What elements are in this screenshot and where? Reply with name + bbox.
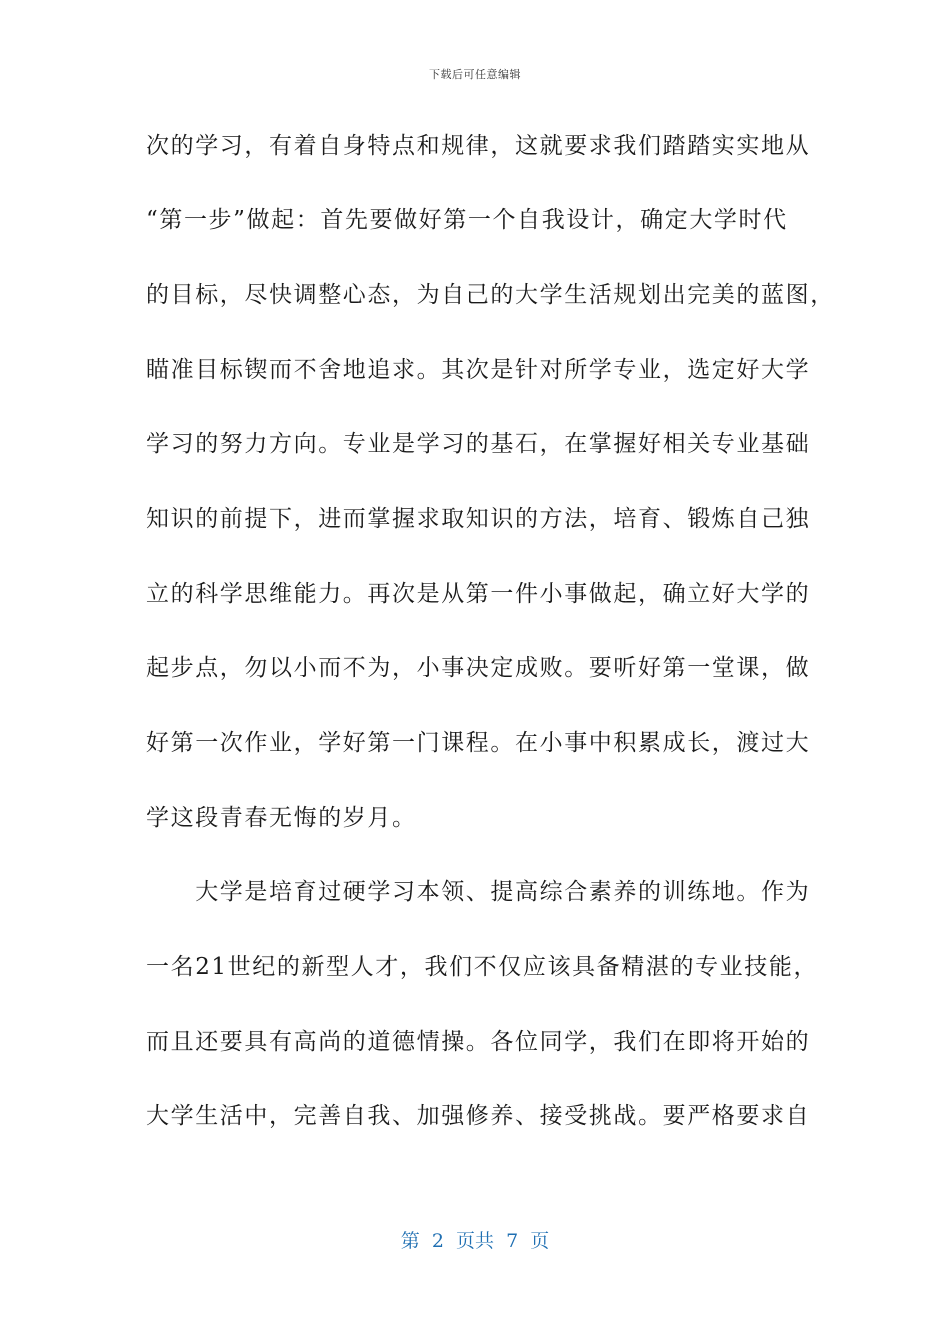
body-line-11: 大学是培育过硬学习本领、提高综合素养的训练地。作为 [146,879,811,905]
body-line-6: 知识的前提下，进而掌握求取知识的方法，培育、锻炼自己独 [146,506,811,532]
body-line-2: “第一步”做起：首先要做好第一个自我设计，确定大学时代 [146,207,788,233]
body-line-8: 起步点，勿以小而不为，小事决定成败。要听好第一堂课，做 [146,655,811,681]
body-line-5: 学习的努力方向。专业是学习的基石，在掌握好相关专业基础 [146,431,811,457]
body-line-1: 次的学习，有着自身特点和规律，这就要求我们踏踏实实地从 [146,133,811,159]
body-line-7: 立的科学思维能力。再次是从第一件小事做起，确立好大学的 [146,581,811,607]
body-line-10: 学这段青春无悔的岁月。 [146,805,417,831]
page-header: 下载后可任意编辑 [429,68,521,81]
body-line-14: 大学生活中，完善自我、加强修养、接受挑战。要严格要求自 [146,1103,811,1129]
body-line-9: 好第一次作业，学好第一门课程。在小事中积累成长，渡过大 [146,730,811,756]
body-line-3: 的目标，尽快调整心态，为自己的大学生活规划出完美的蓝图， [146,282,835,308]
body-line-13: 而且还要具有高尚的道德情操。各位同学，我们在即将开始的 [146,1029,811,1055]
body-line-12: 一名21世纪的新型人才，我们不仅应该具备精湛的专业技能， [146,954,819,980]
page-number-footer: 第 2 页共 7 页 [400,1230,550,1252]
body-line-4: 瞄准目标锲而不舍地追求。其次是针对所学专业，选定好大学 [146,357,811,383]
